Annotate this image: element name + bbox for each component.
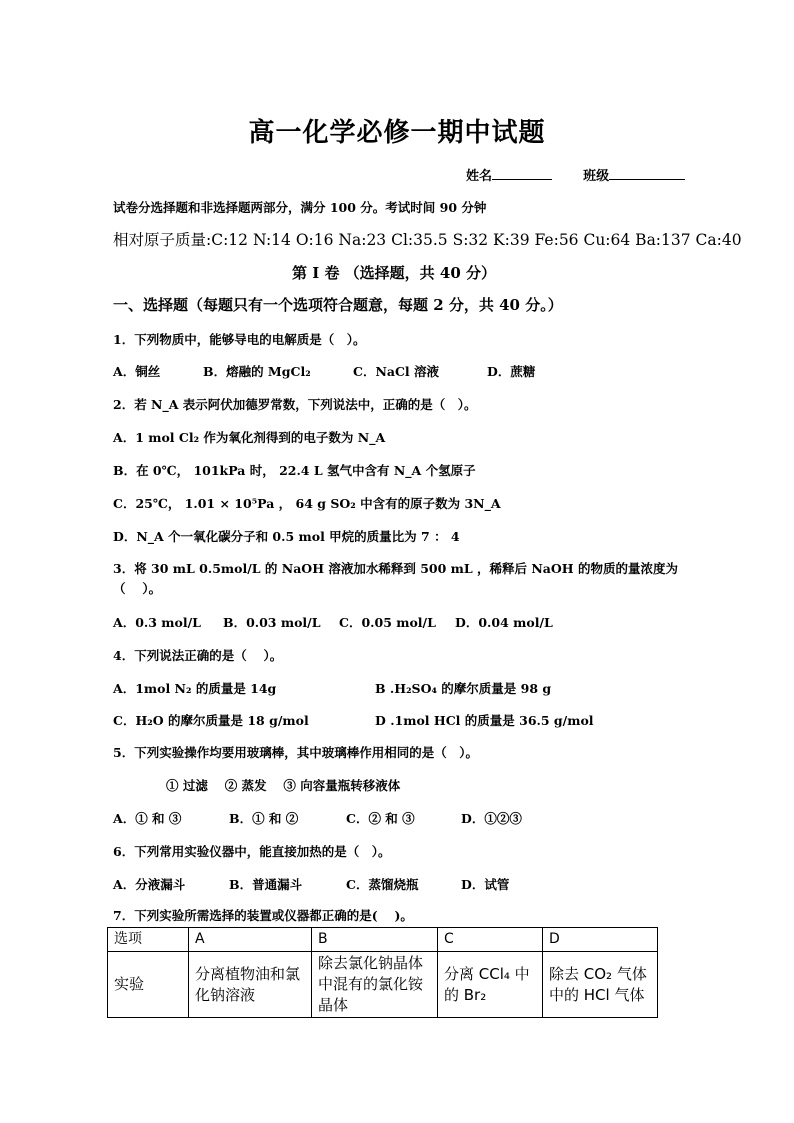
- page-title: 高一化学必修一期中试题: [248, 118, 546, 148]
- volume-heading: 第 I 卷 （选择题，共 40 分）: [292, 264, 497, 282]
- student-info: [466, 165, 685, 184]
- option-c[interactable]: C．H₂O 的摩尔质量是 18 g/mol: [113, 713, 309, 728]
- intro-text: 试卷分选择题和非选择题两部分，满分 100 分。考试时间 90 分钟: [113, 200, 487, 215]
- option-d[interactable]: D .1mol HCl 的质量是 36.5 g/mol: [375, 713, 594, 728]
- option-b[interactable]: B．① 和 ②: [229, 811, 299, 826]
- section-heading: 一、选择题（每题只有一个选项符合题意，每题 2 分，共 40 分。）: [113, 296, 563, 314]
- question-3-continued: （ ）。: [113, 581, 162, 596]
- question-1: 1．下列物质中，能够导电的电解质是（ ）。: [113, 332, 366, 347]
- class-label: 班级: [583, 169, 610, 184]
- question-4: 4．下列说法正确的是（ ）。: [113, 648, 283, 663]
- option-c[interactable]: C．蒸馏烧瓶: [346, 877, 419, 892]
- name-blank[interactable]: [492, 166, 552, 180]
- option-d[interactable]: D．0.04 mol/L: [455, 615, 553, 630]
- table-cell: 实验: [108, 952, 189, 1018]
- option-a[interactable]: A．0.3 mol/L: [113, 615, 201, 630]
- option-b[interactable]: B．0.03 mol/L: [223, 615, 321, 630]
- question-2: 2．若 N_A 表示阿伏加德罗常数，下列说法中，正确的是（ ）。: [113, 397, 477, 412]
- table-header-cell: 选项: [108, 928, 189, 952]
- table-header-cell: C: [438, 928, 543, 952]
- option-a[interactable]: A．1mol N₂ 的质量是 14g: [113, 681, 277, 696]
- option-c[interactable]: C．0.05 mol/L: [339, 615, 436, 630]
- option-c[interactable]: C．② 和 ③: [346, 811, 415, 826]
- option-d[interactable]: D．蔗糖: [487, 364, 536, 379]
- question-7: 7．下列实验所需选择的装置或仪器都正确的是( )。: [113, 908, 413, 923]
- question-3-options: [113, 613, 553, 631]
- table-cell: 分离 CCl₄ 中的 Br₂: [438, 952, 543, 1018]
- table-cell: 除去 CO₂ 气体中的 HCl 气体: [543, 952, 658, 1018]
- name-label: 姓名: [466, 169, 493, 184]
- question-7-table: [107, 927, 658, 1018]
- table-cell: 除去氯化钠晶体中混有的氯化铵晶体: [312, 952, 438, 1018]
- question-1-options: [113, 362, 535, 380]
- atomic-mass: 相对原子质量:C:12 N:14 O:16 Na:23 Cl:35.5 S:32 K:39 Fe:56 Cu:64 Ba:137 Ca:40: [113, 231, 742, 249]
- class-blank[interactable]: [609, 166, 685, 180]
- table-header-cell: B: [312, 928, 438, 952]
- table-row: [108, 952, 658, 1018]
- option-b[interactable]: B．熔融的 MgCl₂: [203, 364, 311, 379]
- option-a[interactable]: A．分液漏斗: [113, 877, 186, 892]
- option-c[interactable]: C．25℃， 1.01 × 10⁵Pa ， 64 g SO₂ 中含有的原子数为 3N_A: [113, 496, 501, 511]
- question-5: 5．下列实验操作均要用玻璃棒，其中玻璃棒作用相同的是（ ）。: [113, 745, 478, 760]
- question-5-items: ① 过滤 ② 蒸发 ③ 向容量瓶转移液体: [166, 778, 401, 793]
- option-a[interactable]: A．1 mol Cl₂ 作为氧化剂得到的电子数为 N_A: [113, 430, 386, 445]
- question-5-options: [113, 809, 522, 827]
- question-3: 3．将 30 mL 0.5mol/L 的 NaOH 溶液加水稀释到 500 mL ，稀释后 NaOH 的物质的量浓度为: [113, 561, 678, 576]
- table-header-row: [108, 928, 658, 952]
- option-c[interactable]: C．NaCl 溶液: [353, 364, 440, 379]
- table-cell: 分离植物油和氯化钠溶液: [189, 952, 312, 1018]
- option-d[interactable]: D．N_A 个一氧化碳分子和 0.5 mol 甲烷的质量比为 7 ： 4: [113, 529, 460, 544]
- table-header-cell: A: [189, 928, 312, 952]
- option-d[interactable]: D．试管: [461, 877, 510, 892]
- option-a[interactable]: A．① 和 ③: [113, 811, 182, 826]
- question-6-options: [113, 875, 509, 893]
- option-b[interactable]: B .H₂SO₄ 的摩尔质量是 98 g: [375, 681, 552, 696]
- option-a[interactable]: A．铜丝: [113, 364, 161, 379]
- option-d[interactable]: D．①②③: [461, 811, 522, 826]
- option-b[interactable]: B．普通漏斗: [229, 877, 303, 892]
- table-header-cell: D: [543, 928, 658, 952]
- option-b[interactable]: B．在 0℃， 101kPa 时， 22.4 L 氢气中含有 N_A 个氢原子: [113, 463, 476, 478]
- question-6: 6．下列常用实验仪器中，能直接加热的是（ ）。: [113, 844, 391, 859]
